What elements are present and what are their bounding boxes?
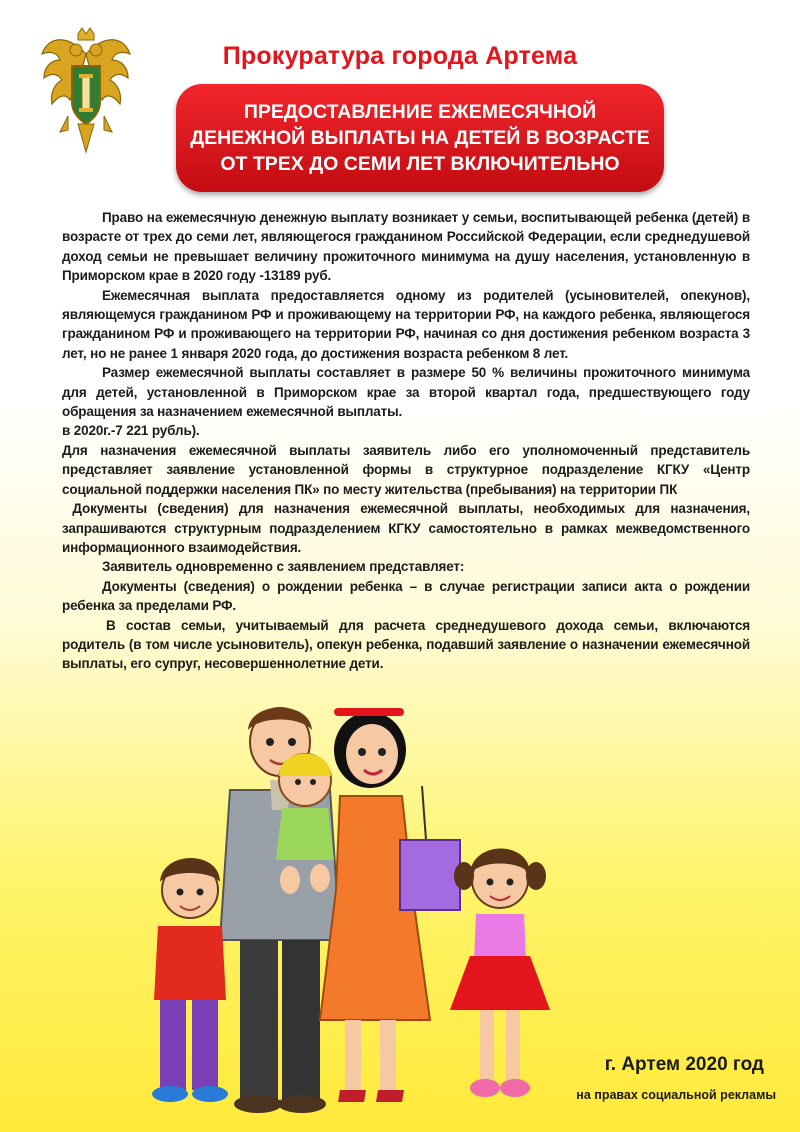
organization-title: Прокуратура города Артема [222, 42, 578, 70]
footer-note: на правах социальной рекламы [576, 1088, 776, 1102]
paragraph: в 2020г.-7 221 рубль). [62, 423, 200, 439]
paragraph: Заявитель одновременно с заявлением представляет: [102, 559, 465, 575]
paragraph: Документы (сведения) о рождении ребенка – в случае регистрации записи акта о рождении ребенка за пределами РФ. [62, 578, 750, 614]
mother-figure [320, 708, 460, 1102]
family-illustration-icon [130, 690, 570, 1130]
paragraph: Право на ежемесячную денежную выплату возникает у семьи, воспитывающей ребенка (детей) в возрасте от трех до семи лет, являющегося гражданином Российской Федерации, если среднедушевой доход семьи не превышает величину прожиточного минимума на душу населения, установленную в Приморском крае в 2020 году -13189 руб. [62, 210, 750, 284]
prosecutor-emblem-icon [38, 24, 134, 164]
girl-figure [450, 849, 550, 1098]
paragraph: Ежемесячная выплата предоставляется одному из родителей (усыновителей, опекунов), являющемуся гражданином РФ и проживающему на территории РФ, на каждого ребенка, являющегося гражданином РФ и проживающего на территории РФ, начиная со дня достижения ребенком возраста 3 лет, но не ранее 1 января 2020 года, до достижения возраста ребенком 8 лет. [62, 287, 750, 361]
document-body [62, 208, 754, 674]
banner-title: ПРЕДОСТАВЛЕНИЕ ЕЖЕМЕСЯЧНОЙ ДЕНЕЖНОЙ ВЫПЛАТЫ НА ДЕТЕЙ В ВОЗРАСТЕ ОТ ТРЕХ ДО СЕМИ ЛЕТ ВКЛЮЧИТЕЛЬНО [190, 101, 650, 175]
boy-figure [152, 858, 228, 1102]
paragraph: Для назначения ежемесячной выплаты заявитель либо его уполномоченный представитель представляет заявление установленной формы в структурное подразделение КГКУ «Центр социальной поддержки населения ПК» по месту жительства (пребывания) на территории ПК [62, 442, 750, 497]
paragraph: Размер ежемесячной выплаты составляет в размере 50 % величины прожиточного минимума для детей, установленной в Приморском крае за второй квартал года, предшествующего году обращения за назначением ежемесячной выплаты. [62, 365, 750, 420]
paragraph: Документы (сведения) для назначения ежемесячной выплаты, необходимых для назначения, запрашиваются структурным подразделением КГКУ самостоятельно в рамках межведомственного информационного взаимодействия. [62, 501, 754, 555]
paragraph: В состав семьи, учитываемый для расчета среднедушевого дохода семьи, включаются родитель (в том числе усыновитель), опекун ребенка, подавший заявление о назначении ежемесячной выплаты, его супруг, несовершеннолетние дети. [62, 617, 750, 672]
footer-city-year: г. Артем 2020 год [604, 1054, 764, 1075]
title-banner [176, 84, 664, 192]
